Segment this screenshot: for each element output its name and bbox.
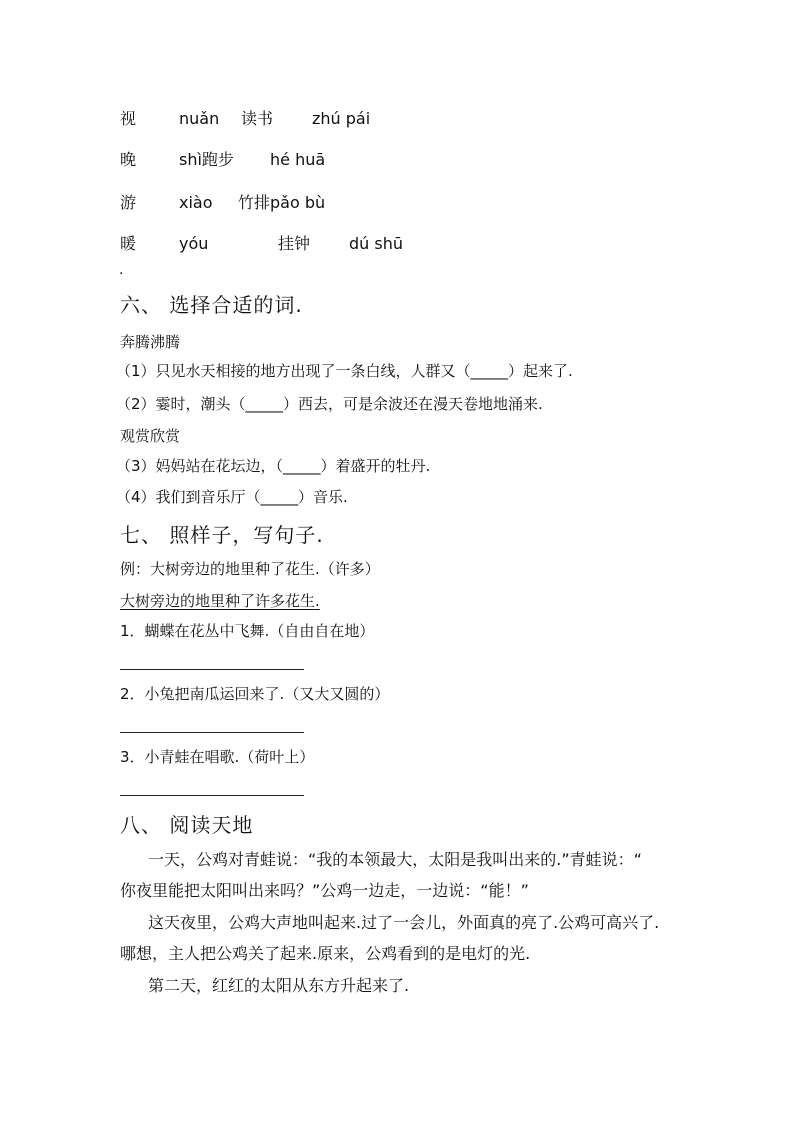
section8-title: 八、 阅读天地 (120, 813, 254, 837)
reading-p2-line2: 哪想，主人把公鸡关了起来.原来，公鸡看到的是电灯的光. (120, 944, 531, 963)
match-r4-c1: 暖 (120, 234, 137, 253)
reading-p1-line1: 一天，公鸡对青蛙说：“我的本领最大，太阳是我叫出来的.”青蛙说：“ (148, 850, 642, 869)
match-r1-c1: 视 (120, 109, 137, 128)
section6-word-group1: 奔腾沸腾 (120, 333, 181, 351)
match-r3-c3: 竹排pǎo bù (238, 193, 326, 212)
match-r1-c3: 读书 (241, 109, 274, 128)
match-r4-c4: dú shū (349, 234, 403, 253)
reading-p2-line1: 这天夜里，公鸡大声地叫起来.过了一会儿，外面真的亮了.公鸡可高兴了. (148, 913, 660, 932)
match-r1-c2: nuǎn (179, 109, 220, 128)
answer-line-2[interactable] (120, 732, 304, 733)
section7-q2: 2．小兔把南瓜运回来了.（又大又圆的） (120, 685, 390, 703)
answer-line-3[interactable] (120, 795, 304, 796)
section7-example-answer: 大树旁边的地里种了许多花生. (120, 592, 320, 610)
section7-title: 七、 照样子，写句子. (120, 523, 324, 547)
section6-title: 六、 选择合适的词. (120, 293, 303, 317)
reading-p1-line2: 你夜里能把太阳叫出来吗？”公鸡一边走，一边说：“能！” (120, 881, 529, 900)
section6-word-group2: 观赏欣赏 (120, 427, 181, 445)
section7-q1: 1．蝴蝶在花丛中飞舞.（自由自在地） (120, 622, 375, 640)
reading-p3-line1: 第二天，红红的太阳从东方升起来了. (148, 976, 410, 995)
answer-line-1[interactable] (120, 669, 304, 670)
match-r2-c2: shì跑步 (179, 150, 234, 169)
match-r3-c2: xiào (179, 193, 213, 212)
match-r4-c3: 挂钟 (278, 234, 311, 253)
match-r1-c4: zhú pái (312, 109, 371, 128)
section6-q2: （2）霎时，潮头（_____）西去，可是余波还在漫天卷地地涌来. (116, 395, 543, 413)
stray-dot: . (119, 262, 124, 278)
match-r2-c1: 晚 (120, 150, 137, 169)
match-r4-c2: yóu (179, 234, 209, 253)
section7-q3: 3．小青蛙在唱歌.（荷叶上） (120, 748, 315, 766)
match-r2-c3: hé huā (270, 150, 326, 169)
section6-q3: （3）妈妈站在花坛边，（_____）着盛开的牡丹. (116, 457, 431, 475)
match-r3-c1: 游 (120, 193, 137, 212)
section6-q1: （1）只见水天相接的地方出现了一条白线，人群又（_____）起来了. (116, 362, 573, 380)
section7-example: 例：大树旁边的地里种了花生.（许多） (120, 560, 380, 578)
section6-q4: （4）我们到音乐厅（_____）音乐. (116, 488, 348, 506)
